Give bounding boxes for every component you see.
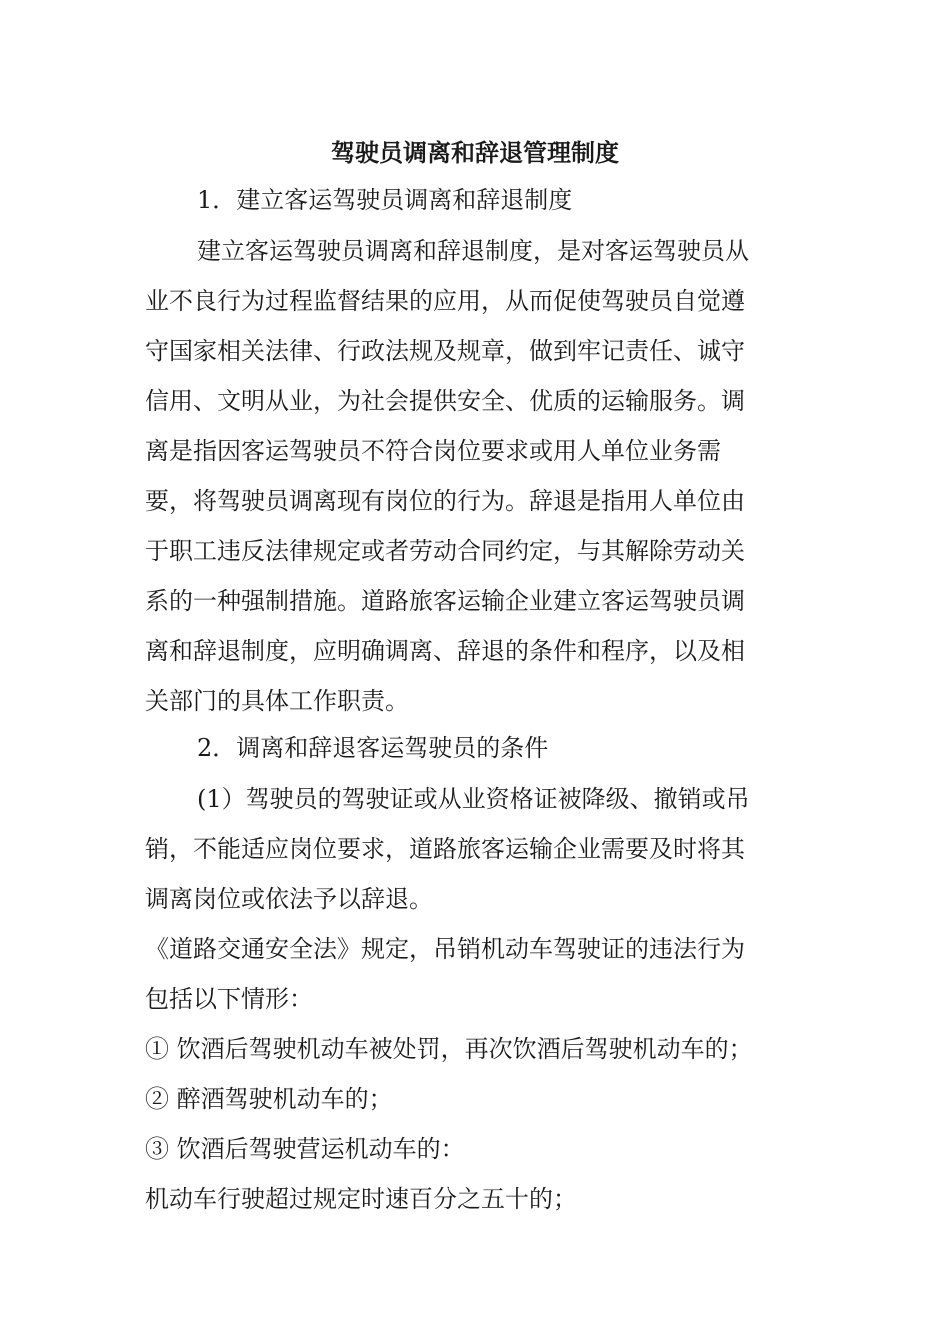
paragraph-line: (1）驾驶员的驾驶证或从业资格证被降级、撤销或吊	[197, 785, 750, 813]
list-item: ① 饮酒后驾驶机动车被处罚，再次饮酒后驾驶机动车的；	[145, 1035, 753, 1063]
paragraph-1	[145, 226, 810, 726]
section1-heading: 1．建立客运驾驶员调离和辞退制度	[197, 186, 573, 214]
paragraph-line: 调离岗位或依法予以辞退。	[145, 885, 433, 913]
list-item: ③ 饮酒后驾驶营运机动车的：	[145, 1135, 465, 1163]
law-paragraph	[145, 924, 810, 1024]
paragraph-line: 守国家相关法律、行政法规及规章，做到牢记责任、诚守	[145, 337, 745, 365]
paragraph-line: 要，将驾驶员调离现有岗位的行为。辞退是指用人单位由	[145, 487, 745, 515]
list-item: 机动车行驶超过规定时速百分之五十的；	[145, 1185, 577, 1213]
document-title: 驾驶员调离和辞退管理制度	[331, 138, 619, 167]
section2-heading: 2．调离和辞退客运驾驶员的条件	[197, 734, 549, 762]
paragraph-line: 业不良行为过程监督结果的应用，从而促使驾驶员自觉遵	[145, 287, 745, 315]
list-item: ② 醉酒驾驶机动车的；	[145, 1085, 393, 1113]
paragraph-line: 离是指因客运驾驶员不符合岗位要求或用人单位业务需	[145, 437, 721, 465]
paragraph-line: 销，不能适应岗位要求，道路旅客运输企业需要及时将其	[145, 835, 745, 863]
case-list	[145, 1024, 810, 1224]
paragraph-line: 建立客运驾驶员调离和辞退制度，是对客运驾驶员从	[197, 237, 749, 265]
paragraph-line: 系的一种强制措施。道路旅客运输企业建立客运驾驶员调	[145, 587, 745, 615]
paragraph-line: 离和辞退制度，应明确调离、辞退的条件和程序，以及相	[145, 637, 745, 665]
paragraph-line: 于职工违反法律规定或者劳动合同约定，与其解除劳动关	[145, 537, 745, 565]
paragraph-line: 关部门的具体工作职责。	[145, 687, 409, 715]
item-1-paragraph	[145, 774, 810, 924]
paragraph-line: 信用、文明从业，为社会提供安全、优质的运输服务。调	[145, 387, 745, 415]
paragraph-line: 《道路交通安全法》规定，吊销机动车驾驶证的违法行为	[145, 935, 745, 963]
paragraph-line: 包括以下情形：	[145, 985, 313, 1013]
